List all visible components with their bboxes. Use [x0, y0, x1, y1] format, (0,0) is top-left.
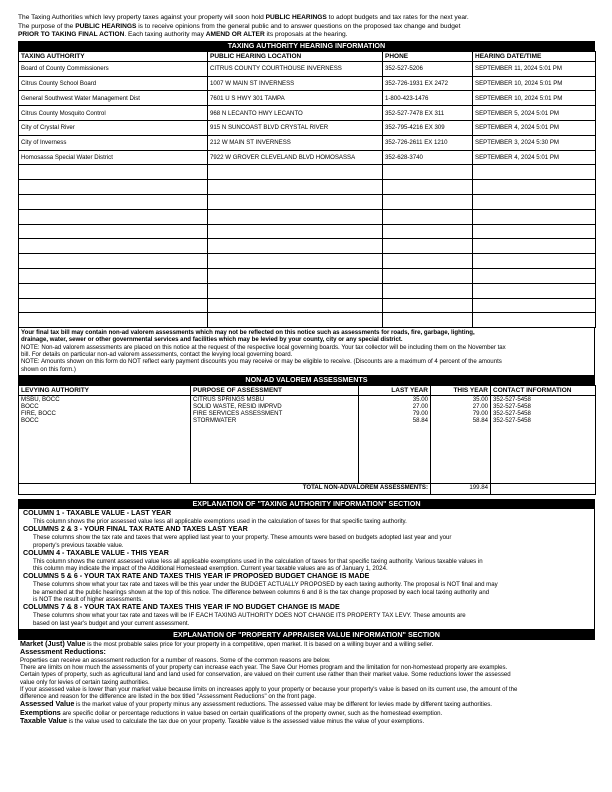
hearing-row	[19, 224, 596, 239]
hearing-phone-cell: 352-628-3740	[383, 150, 473, 165]
hearing-row	[19, 268, 596, 283]
hearing-phone-cell	[383, 268, 473, 283]
hearing-location-cell	[208, 239, 383, 254]
column4-heading: COLUMN 4 - TAXABLE VALUE - THIS YEAR	[23, 548, 169, 557]
column7-8-heading: COLUMNS 7 & 8 - YOUR TAX RATE AND TAXES THIS YEAR IF NO BUDGET CHANGE IS MADE	[23, 603, 340, 612]
hearing-authority-cell	[19, 209, 208, 224]
hearing-date-cell	[473, 180, 596, 195]
hearing-date-cell: SEPTEMBER 5, 2024 5:01 PM	[473, 106, 596, 121]
nonad-line: FIRE, BOCC	[21, 409, 56, 417]
hearing-row	[19, 254, 596, 269]
nonad-line: FIRE SERVICES ASSESSMENT	[193, 409, 283, 417]
hearing-date-cell: SEPTEMBER 11, 2024 5:01 PM	[473, 61, 596, 76]
hearing-row	[19, 135, 596, 150]
hearing-authority-cell	[19, 165, 208, 180]
hearing-phone-cell	[383, 239, 473, 254]
column1-heading: COLUMN 1 - TAXABLE VALUE - LAST YEAR	[23, 508, 172, 517]
nonad-table	[18, 385, 596, 495]
hearing-authority-cell	[19, 194, 208, 209]
hearing-phone-cell	[383, 254, 473, 269]
hearing-phone-cell	[383, 224, 473, 239]
hearing-date-cell: SEPTEMBER 10, 2024 5:01 PM	[473, 76, 596, 91]
nonad-total-empty	[491, 483, 596, 494]
hearing-date-cell	[473, 209, 596, 224]
nonad-purpose-cell	[191, 395, 359, 483]
hearing-authority-cell	[19, 268, 208, 283]
hearing-authority-cell: City of Crystal River	[19, 120, 208, 135]
hearing-authority-cell: Board of County Commissioners	[19, 61, 208, 76]
hearing-phone-cell	[383, 165, 473, 180]
col-last-year: LAST YEAR	[359, 385, 431, 395]
nonad-line: 352-527-5458	[493, 402, 531, 410]
nonad-total-label: TOTAL NON-ADVALOREM ASSESSMENTS:	[19, 483, 431, 494]
expl1-section-title: EXPLANATION OF "TAXING AUTHORITY INFORMATION" SECTION	[18, 499, 595, 509]
nonad-line: 27.00	[472, 402, 488, 410]
hearing-phone-cell	[383, 180, 473, 195]
nonad-line: 27.00	[412, 402, 428, 410]
col-contact: CONTACT INFORMATION	[491, 385, 596, 395]
hearing-location-cell	[208, 209, 383, 224]
col-purpose: PURPOSE OF ASSESSMENT	[191, 385, 359, 395]
hearing-location-cell	[208, 254, 383, 269]
hearing-date-cell: SEPTEMBER 4, 2024 5:01 PM	[473, 150, 596, 165]
hearing-phone-cell: 352-726-1931 EX 2472	[383, 76, 473, 91]
assessment-reductions-heading: Assessment Reductions:	[20, 647, 106, 657]
hearing-date-cell	[473, 224, 596, 239]
hearing-phone-cell: 352-527-5206	[383, 61, 473, 76]
hearing-authority-cell: Citrus County School Board	[19, 76, 208, 91]
col-hearing-location: PUBLIC HEARING LOCATION	[208, 51, 383, 61]
hearing-date-cell	[473, 313, 596, 328]
hearing-phone-cell	[383, 209, 473, 224]
hearing-row	[19, 120, 596, 135]
nonad-line: BOCC	[21, 416, 39, 424]
hearing-date-cell	[473, 298, 596, 313]
nonad-line: MSBU, BOCC	[21, 395, 60, 403]
nonad-line: SOLID WASTE, RESID IMPRVD	[193, 402, 282, 410]
hearing-location-cell	[208, 283, 383, 298]
hearing-location-cell: 915 N SUNCOAST BLVD CRYSTAL RIVER	[208, 120, 383, 135]
hearing-location-cell	[208, 180, 383, 195]
nonad-line: 58.84	[412, 416, 428, 424]
hearing-row	[19, 106, 596, 121]
hearing-phone-cell: 352-726-2611 EX 1210	[383, 135, 473, 150]
hearing-authority-cell	[19, 313, 208, 328]
hearing-date-cell	[473, 254, 596, 269]
hearing-authority-cell	[19, 224, 208, 239]
hearing-location-cell	[208, 298, 383, 313]
hearing-row	[19, 91, 596, 106]
hearing-section-title: TAXING AUTHORITY HEARING INFORMATION	[18, 41, 595, 51]
hearing-row	[19, 283, 596, 298]
hearing-authority-cell: Citrus County Mosquito Control	[19, 106, 208, 121]
hearing-authority-cell	[19, 239, 208, 254]
intro-line-2: The purpose of the PUBLIC HEARINGS is to receive opinions from the general public and to answer questions on the proposed tax change and budget	[18, 22, 461, 30]
nonad-levying-cell	[19, 395, 191, 483]
hearing-date-cell	[473, 194, 596, 209]
hearing-row	[19, 313, 596, 328]
nonad-contact-cell	[491, 395, 596, 483]
intro-paragraph	[18, 14, 595, 40]
hearing-location-cell	[208, 165, 383, 180]
hearing-phone-cell: 352-527-7478 EX 311	[383, 106, 473, 121]
hearing-authority-cell: City of Inverness	[19, 135, 208, 150]
nonad-body-row	[19, 395, 596, 483]
hearing-location-cell: 1007 W MAIN ST INVERNESS	[208, 76, 383, 91]
col-hearing-date: HEARING DATE/TIME	[473, 51, 596, 61]
hearing-row	[19, 194, 596, 209]
expl2-body: Market (Just) Value is the most probable sales price for your property in a competitive, open market. It is based on a willing buyer and a willing seller. Assessment Reductions: Properties can receive an assessment reduction for a number of reasons. Some of the common reasons are below. There are limits on how much the assessments of your property can increase each year. The Save Our Homes program and the limitation for non-homestead property are examples. Certain types of property, such as agricultural land and land used for conservation, are valued on their current use rather than their market value. Some reductions lower the assessed value only for levies of certain taxing authorities. If your assessed value is lower than your market value because limits on increases apply to your property or because your property's value is based on its current use, the amount of the difference and reason for the difference are listed in the box titled "Assessment Reductions" on the front page. Assessed Value is the market value of your property minus any assessment reductions. The assessed value may be different for levies made by different taxing authorities. Exemptions are specific dollar or percentage reductions in value based on certain qualifications of the property owner, such as the homestead exemption. Taxable Value is the value used to calculate the tax due on your property. Taxable value is the assessed value minus the value of your exemptions.	[18, 640, 595, 728]
hearing-authority-cell	[19, 254, 208, 269]
hearing-location-cell: CITRUS COUNTY COURTHOUSE INVERNESS	[208, 61, 383, 76]
assessed-value-para: Assessed Value is the market value of your property minus any assessment reductions. The assessed value may be different for levies made by different taxing authorities.	[20, 699, 492, 709]
hearing-authority-cell	[19, 298, 208, 313]
intro-line-1: The Taxing Authorities which levy property taxes against your property will soon hold PUBLIC HEARINGS to adopt budgets and tax rates for the next year.	[18, 14, 469, 21]
nonad-header-row	[19, 385, 596, 395]
hearing-date-cell	[473, 165, 596, 180]
hearing-row	[19, 209, 596, 224]
hearing-authority-cell	[19, 180, 208, 195]
col-taxing-authority: TAXING AUTHORITY	[19, 51, 208, 61]
taxable-value-para: Taxable Value is the value used to calculate the tax due on your property. Taxable value is the assessed value minus the value of your exemptions.	[20, 716, 425, 726]
nonad-this-year-cell	[431, 395, 491, 483]
expl2-section-title: EXPLANATION OF "PROPERTY APPRAISER VALUE INFORMATION" SECTION	[18, 630, 595, 640]
hearing-location-cell	[208, 194, 383, 209]
hearing-row	[19, 180, 596, 195]
hearing-date-cell	[473, 268, 596, 283]
hearing-date-cell: SEPTEMBER 4, 2024 5:01 PM	[473, 120, 596, 135]
nonad-line: 58.84	[472, 416, 488, 424]
hearing-location-cell: 7922 W GROVER CLEVELAND BLVD HOMOSASSA	[208, 150, 383, 165]
hearing-date-cell: SEPTEMBER 10, 2024 5:01 PM	[473, 91, 596, 106]
nonad-last-year-cell	[359, 395, 431, 483]
nonad-line: STORMWATER	[193, 416, 237, 424]
column2-3-heading: COLUMNS 2 & 3 - YOUR FINAL TAX RATE AND TAXES LAST YEAR	[23, 525, 248, 534]
hearing-row	[19, 150, 596, 165]
hearing-location-cell: 7601 U S HWY 301 TAMPA	[208, 91, 383, 106]
col-phone: PHONE	[383, 51, 473, 61]
nonad-total-value: 199.84	[431, 483, 491, 494]
hearing-phone-cell	[383, 194, 473, 209]
column5-6-heading: COLUMNS 5 & 6 - YOUR TAX RATE AND TAXES THIS YEAR IF PROPOSED BUDGET CHANGE IS MADE	[23, 572, 370, 581]
hearing-location-cell	[208, 224, 383, 239]
non-ad-valorem-notes: Your final tax bill may contain non-ad valorem assessments which may not be reflected on this notice such as assessments for roads, fire, garbage, lighting, drainage, water, sewer or other governmental services and facilities which may be levied by your county, city or any special district. NOTE: Non-ad valorem assessments are placed on this notice at the request of the respective local governing boards. Your tax collector will be including them on the November tax bill. For details on particular non-ad valorem assessments, contact the levying local governing board. NOTE: Amounts shown on this form do NOT reflect early payment discounts you may receive or may be eligible to receive. (Discounts are a maximum of 4 percent of the amounts shown on this form.)	[18, 328, 595, 375]
hearing-row	[19, 239, 596, 254]
hearing-table	[18, 51, 596, 328]
hearing-phone-cell: 1-800-423-1476	[383, 91, 473, 106]
nonad-line: 35.00	[472, 395, 488, 403]
nonad-line: CITRUS SPRINGS MSBU	[193, 395, 265, 403]
hearing-date-cell	[473, 283, 596, 298]
hearing-row	[19, 76, 596, 91]
hearing-date-cell: SEPTEMBER 3, 2024 5:30 PM	[473, 135, 596, 150]
hearing-header-row	[19, 51, 596, 61]
hearing-location-cell	[208, 313, 383, 328]
hearing-date-cell	[473, 239, 596, 254]
nonad-line: 352-527-5458	[493, 409, 531, 417]
expl1-body: COLUMN 1 - TAXABLE VALUE - LAST YEAR This column shows the prior assessed value less all applicable exemptions used in the calculation of taxes for that specific taxing authority. COLUMNS 2 & 3 - YOUR FINAL TAX RATE AND TAXES LAST YEAR These columns show the tax rate and taxes that were applied last year to your property. These amounts were based on budgets adopted last year and your property's previous taxable value. COLUMN 4 - TAXABLE VALUE - THIS YEAR This column shows the current assessed value less all applicable exemptions used in the calculation of taxes for that specific taxing authority. Various taxable values in this column may indicate the impact of the Additional Homestead exemption. Current year taxable values are as of January 1, 2024. COLUMNS 5 & 6 - YOUR TAX RATE AND TAXES THIS YEAR IF PROPOSED BUDGET CHANGE IS MADE These columns show what your tax rate and taxes will be this year under the BUDGET ACTUALLY PROPOSED by each taxing authority. The proposal is NOT final and may be amended at the public hearings shown at the top of this notice. The difference between columns 6 and 8 is the tax change proposed by each local taxing authority and is NOT the result of higher assessments. COLUMNS 7 & 8 - YOUR TAX RATE AND TAXES THIS YEAR IF NO BUDGET CHANGE IS MADE These columns show what your tax rate and taxes will be IF EACH TAXING AUTHORITY DOES NOT CHANGE ITS PROPERTY TAX LEVY. These amounts are based on last year's budget and your current assessment.	[18, 509, 595, 630]
market-value-para: Market (Just) Value is the most probable sales price for your property in a competitive, open market. It is based on a willing buyer and a willing seller.	[20, 638, 434, 648]
nonad-section-title: NON-AD VALOREM ASSESSMENTS	[18, 375, 595, 385]
hearing-location-cell: 212 W MAIN ST INVERNESS	[208, 135, 383, 150]
nonad-total-row	[19, 483, 596, 494]
hearing-authority-cell: General Southwest Water Management Dist	[19, 91, 208, 106]
hearing-row	[19, 165, 596, 180]
nonad-line: BOCC	[21, 402, 39, 410]
hearing-phone-cell	[383, 313, 473, 328]
nonad-line: 35.00	[412, 395, 428, 403]
hearing-row	[19, 298, 596, 313]
hearing-row	[19, 61, 596, 76]
hearing-phone-cell	[383, 298, 473, 313]
hearing-location-cell: 968 N LECANTO HWY LECANTO	[208, 106, 383, 121]
hearing-authority-cell	[19, 283, 208, 298]
col-levying-authority: LEVYING AUTHORITY	[19, 385, 191, 395]
hearing-location-cell	[208, 268, 383, 283]
hearing-phone-cell: 352-795-4216 EX 309	[383, 120, 473, 135]
nonad-line: 352-527-5458	[493, 395, 531, 403]
nonad-line: 79.00	[412, 409, 428, 417]
hearing-phone-cell	[383, 283, 473, 298]
nonad-line: 352-527-5458	[493, 416, 531, 424]
exemptions-para: Exemptions are specific dollar or percentage reductions in value based on certain qualifications of the property owner, such as the homestead exemption.	[20, 707, 443, 717]
col-this-year: THIS YEAR	[431, 385, 491, 395]
hearing-authority-cell: Homosassa Special Water District	[19, 150, 208, 165]
notice-page	[18, 14, 595, 728]
intro-line-3: PRIOR TO TAKING FINAL ACTION. Each taxing authority may AMEND OR ALTER its proposals at the hearing.	[18, 31, 348, 39]
nonad-line: 79.00	[472, 409, 488, 417]
